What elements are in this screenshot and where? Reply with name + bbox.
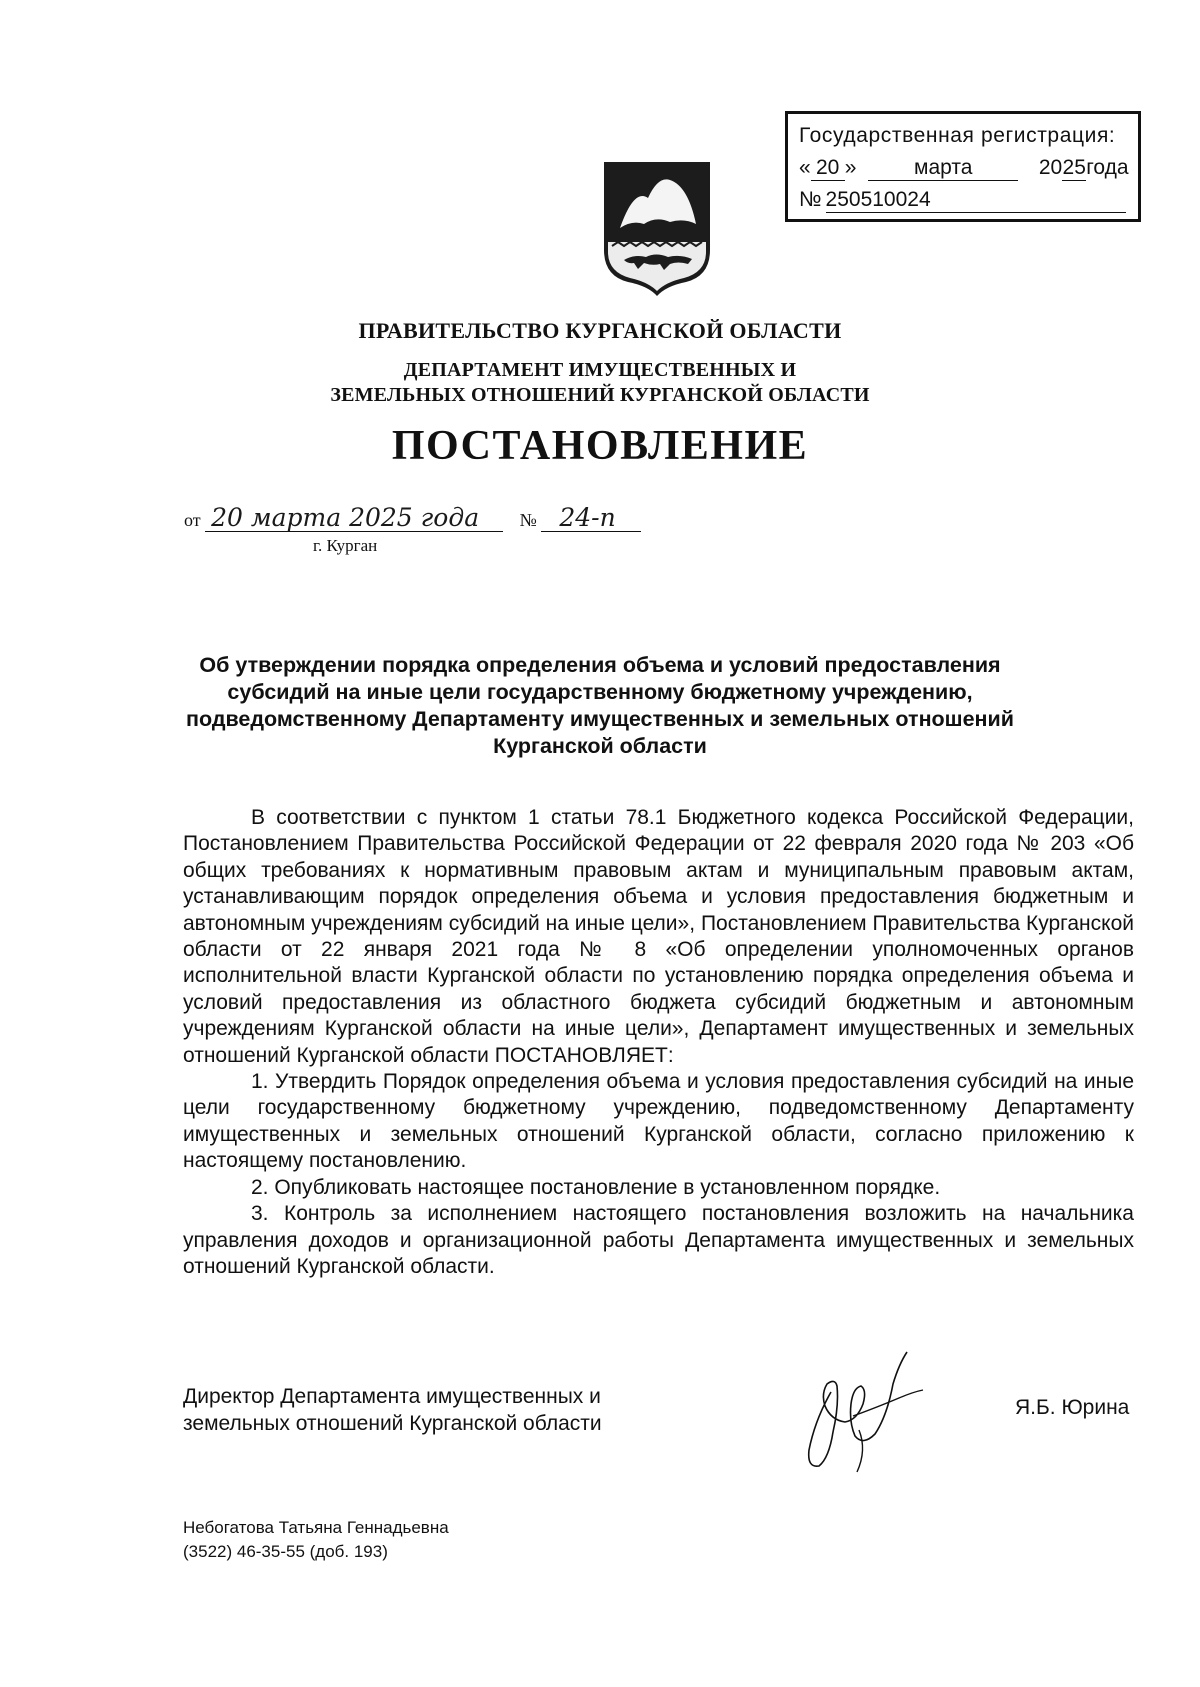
body-item-1: 1. Утвердить Порядок определения объема и условия предоставления субсидий на иные цели государственному бюджетному учреждению, подведомственному Департаменту имущественных и земельных отношений Курганской области, согласно приложению к настоящему постановлению. <box>183 1070 1134 1173</box>
document-number: 24-п <box>541 505 641 532</box>
body-item-3: 3. Контроль за исполнением настоящего постановления возложить на начальника управления доходов и организационной работы Департамента имущественных и земельных отношений Курганской области. <box>183 1202 1134 1278</box>
department-title-line1: ДЕПАРТАМЕНТ ИМУЩЕСТВЕННЫХ И <box>403 359 797 381</box>
registration-date <box>799 152 1128 184</box>
signer-name: Я.Б. Юрина <box>1015 1396 1130 1419</box>
executor-phone: (3522) 46-35-55 (доб. 193) <box>183 1542 388 1561</box>
government-title: ПРАВИТЕЛЬСТВО КУРГАНСКОЙ ОБЛАСТИ <box>358 318 842 343</box>
registration-title: Государственная регистрация: <box>799 124 1116 147</box>
signer-position <box>183 1383 602 1437</box>
department-title <box>0 358 1200 408</box>
registration-year-suffix: 25 <box>1062 156 1086 179</box>
registration-day: 20 <box>811 156 845 181</box>
executor-info <box>183 1516 449 1564</box>
registration-month: марта <box>868 156 1018 181</box>
registration-number: 250510024 <box>826 188 1126 213</box>
department-title-line2: ЗЕМЕЛЬНЫХ ОТНОШЕНИЙ КУРГАНСКОЙ ОБЛАСТИ <box>330 384 870 406</box>
subject-line2: субсидий на иные цели государственному бюджетному учреждению, <box>227 680 973 704</box>
registration-number-line <box>799 184 1128 216</box>
date-from-label: от <box>184 510 201 530</box>
document-number-label: № <box>519 510 537 530</box>
registration-open-quote: « <box>799 156 811 179</box>
subject-line1: Об утверждении порядка определения объема и условий предоставления <box>199 653 1001 677</box>
document-date: 20 марта 2025 года <box>205 505 503 532</box>
date-line <box>184 505 641 532</box>
body-preamble: В соответствии с пунктом 1 статьи 78.1 Бюджетного кодекса Российской Федерации, Постановлением Правительства Российской Федерации от 22 февраля 2020 года № 203 «Об общих требованиях к нормативным правовым актам и муниципальным правовым актам, устанавливающим порядок определения объема и условия предоставления бюджетным и автономным учреждениям субсидий на иные цели», Постановлением Правительства Курганской области от 22 января 2021 года № 8 «Об определении уполномоченных органов исполнительной власти Курганской области по установлению порядка определения объема и условий предоставления из областного бюджета субсидий бюджетным и автономным учреждениям Курганской области на иные цели», Департамент имущественных и земельных отношений Курганской области ПОСТАНОВЛЯЕТ: <box>183 806 1134 1067</box>
document-type: ПОСТАНОВЛЕНИЕ <box>391 423 809 469</box>
registration-year-word: года <box>1086 156 1129 179</box>
handwritten-signature-icon <box>795 1350 935 1475</box>
subject-line3: подведомственному Департаменту имущественных и земельных отношений <box>186 707 1014 731</box>
registration-stamp <box>785 111 1141 222</box>
executor-name: Небогатова Татьяна Геннадьевна <box>183 1518 449 1537</box>
coat-of-arms-icon <box>600 158 714 298</box>
registration-year-prefix: 20 <box>1038 156 1063 179</box>
subject-line4: Курганской области <box>493 734 707 758</box>
document-subject <box>0 652 1200 760</box>
signer-position-line1: Директор Департамента имущественных и <box>183 1385 601 1408</box>
registration-number-label: № <box>799 188 822 211</box>
signer-position-line2: земельных отношений Курганской области <box>183 1412 602 1435</box>
document-body <box>183 805 1134 1280</box>
registration-close-quote: » <box>844 156 857 179</box>
document-city: г. Курган <box>313 536 378 555</box>
body-item-2: 2. Опубликовать настоящее постановление в установленном порядке. <box>251 1175 941 1199</box>
